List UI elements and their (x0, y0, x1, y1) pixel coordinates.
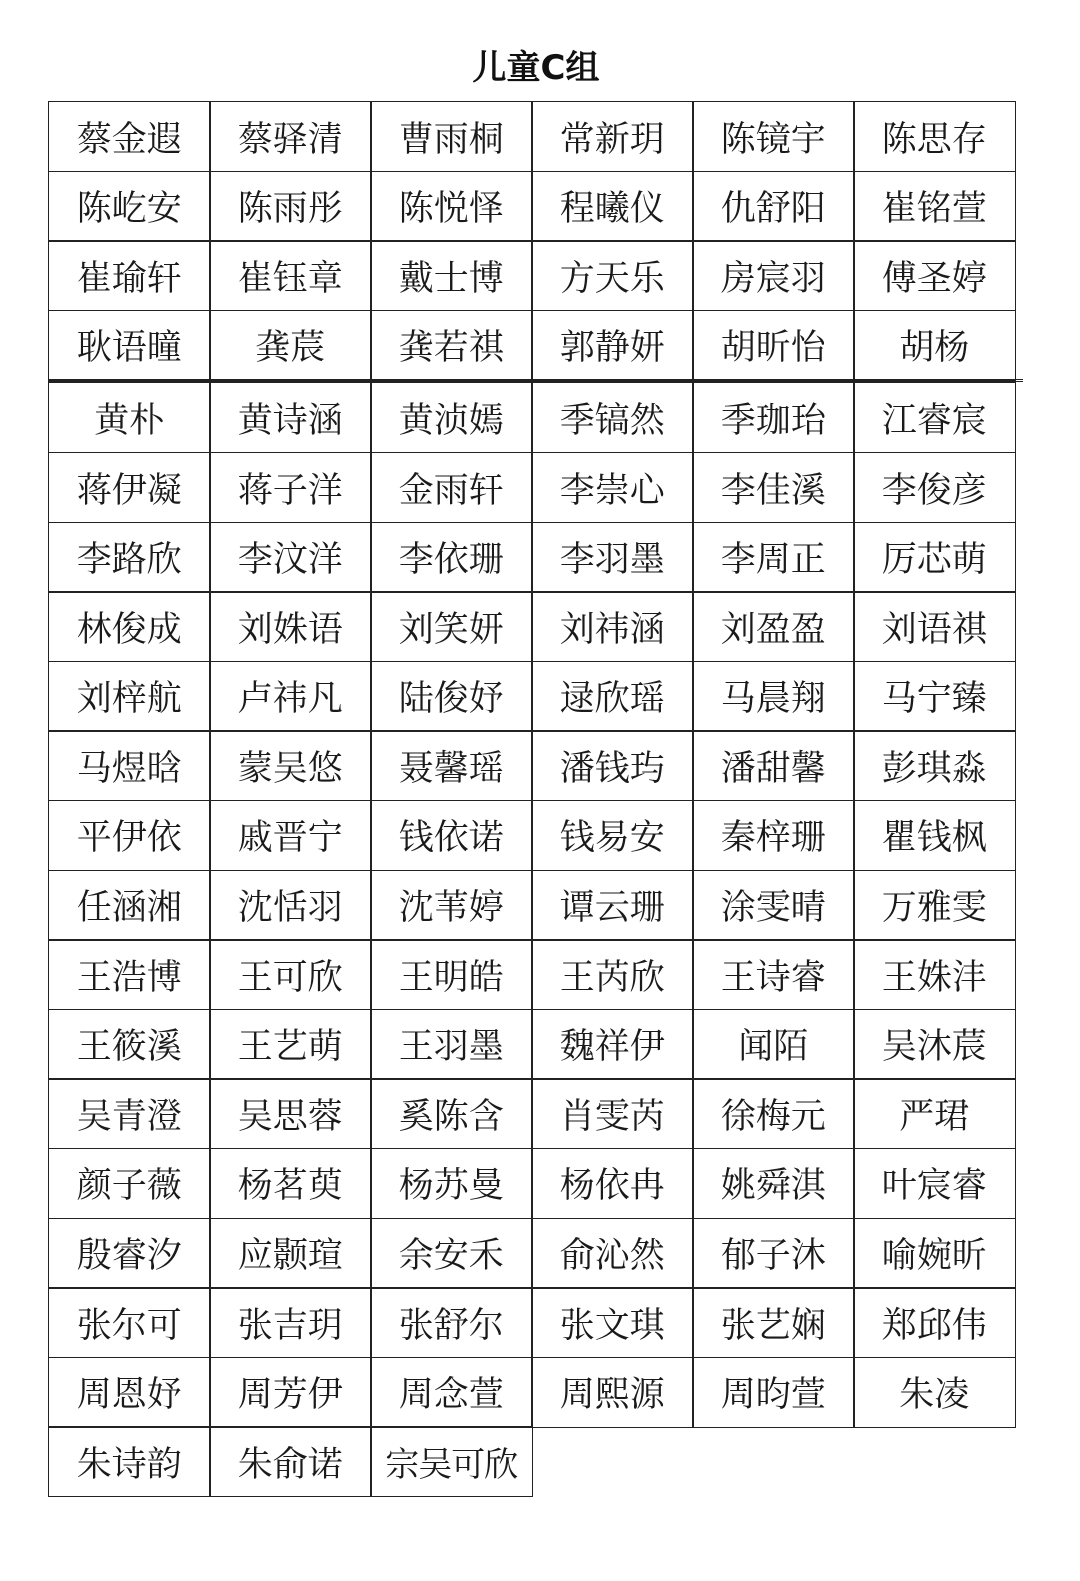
table-row (48, 939, 1023, 1009)
table-row (48, 730, 1023, 800)
name-cell: 蒋伊凝 (48, 452, 211, 523)
name-cell: 江睿宸 (853, 382, 1016, 453)
name-cell: 金雨轩 (370, 452, 533, 523)
table-row (48, 1426, 1023, 1496)
table-row (48, 1078, 1023, 1148)
table-row (48, 522, 1023, 592)
name-cell: 杨茗萸 (209, 1148, 372, 1219)
name-cell: 刘笑妍 (370, 591, 533, 662)
name-cell: 龚若祺 (370, 310, 533, 381)
name-cell: 周熙源 (531, 1357, 694, 1428)
name-cell: 彭琪淼 (853, 730, 1016, 801)
name-cell: 崔钰章 (209, 240, 372, 311)
name-cell: 厉芯萌 (853, 522, 1016, 593)
name-cell: 张文琪 (531, 1287, 694, 1358)
table-row (48, 310, 1023, 380)
name-cell: 颜子薇 (48, 1148, 211, 1219)
table-row (48, 800, 1023, 870)
name-cell: 李俊彦 (853, 452, 1016, 523)
name-cell: 朱凌 (853, 1357, 1016, 1428)
name-cell: 吴沐莀 (853, 1009, 1016, 1080)
name-cell: 潘甜馨 (692, 730, 855, 801)
name-cell: 朱诗韵 (48, 1426, 211, 1497)
name-cell: 周芳伊 (209, 1357, 372, 1428)
name-cell: 闻陌 (692, 1009, 855, 1080)
name-cell: 刘梓航 (48, 661, 211, 732)
table-row (48, 1148, 1023, 1218)
name-cell: 魏祥伊 (531, 1009, 694, 1080)
name-cell: 季珈珆 (692, 382, 855, 453)
name-cell: 瞿钱枫 (853, 800, 1016, 871)
name-cell: 钱依诺 (370, 800, 533, 871)
table-row (48, 171, 1023, 241)
name-cell: 殷睿汐 (48, 1218, 211, 1289)
name-cell: 应颢瑄 (209, 1218, 372, 1289)
name-cell: 余安禾 (370, 1218, 533, 1289)
name-cell: 常新玥 (531, 101, 694, 172)
name-cell: 逯欣瑶 (531, 661, 694, 732)
name-cell: 王艺萌 (209, 1009, 372, 1080)
name-cell: 周昀萱 (692, 1357, 855, 1428)
name-cell: 戚晋宁 (209, 800, 372, 871)
name-cell: 马晨翔 (692, 661, 855, 732)
name-cell: 俞沁然 (531, 1218, 694, 1289)
table-row (48, 1009, 1023, 1079)
name-cell: 刘盈盈 (692, 591, 855, 662)
name-cell: 周念萱 (370, 1357, 533, 1428)
table-row (48, 1357, 1023, 1427)
name-cell: 胡杨 (853, 310, 1016, 381)
name-table (48, 101, 1023, 1496)
name-cell: 杨苏曼 (370, 1148, 533, 1219)
table-row (48, 240, 1023, 310)
name-cell: 涂雯晴 (692, 870, 855, 941)
name-cell: 李路欣 (48, 522, 211, 593)
name-cell: 平伊依 (48, 800, 211, 871)
name-cell: 姚舜淇 (692, 1148, 855, 1219)
name-cell: 喻婉昕 (853, 1218, 1016, 1289)
name-cell: 吴青澄 (48, 1078, 211, 1149)
table-row (48, 870, 1023, 940)
name-cell: 王筱溪 (48, 1009, 211, 1080)
name-cell: 万雅雯 (853, 870, 1016, 941)
name-cell: 程曦仪 (531, 171, 694, 242)
name-cell: 陈思存 (853, 101, 1016, 172)
name-cell: 任涵湘 (48, 870, 211, 941)
name-cell: 王羽墨 (370, 1009, 533, 1080)
name-cell: 沈恬羽 (209, 870, 372, 941)
table-row (48, 591, 1023, 661)
name-cell: 陆俊妤 (370, 661, 533, 732)
page-title: 儿童C组 (472, 48, 600, 88)
table-row (48, 661, 1023, 731)
table-row (48, 1218, 1023, 1288)
name-cell: 黄浈嫣 (370, 382, 533, 453)
name-cell: 王芮欣 (531, 939, 694, 1010)
name-cell: 张舒尔 (370, 1287, 533, 1358)
name-cell: 龚莀 (209, 310, 372, 381)
name-cell: 王诗睿 (692, 939, 855, 1010)
name-cell: 肖雯芮 (531, 1078, 694, 1149)
name-cell: 秦梓珊 (692, 800, 855, 871)
name-cell: 郭静妍 (531, 310, 694, 381)
name-cell: 叶宸睿 (853, 1148, 1016, 1219)
name-cell: 杨依冉 (531, 1148, 694, 1219)
name-cell: 郁子沐 (692, 1218, 855, 1289)
name-cell: 蔡金遐 (48, 101, 211, 172)
name-cell: 黄朴 (48, 382, 211, 453)
name-cell: 曹雨桐 (370, 101, 533, 172)
name-cell: 黄诗涵 (209, 382, 372, 453)
name-cell: 刘姝语 (209, 591, 372, 662)
name-cell: 聂馨瑶 (370, 730, 533, 801)
name-cell: 蒋子洋 (209, 452, 372, 523)
name-cell: 刘语祺 (853, 591, 1016, 662)
name-cell: 李崇心 (531, 452, 694, 523)
name-cell: 陈屹安 (48, 171, 211, 242)
name-cell: 李周正 (692, 522, 855, 593)
name-cell: 王姝沣 (853, 939, 1016, 1010)
table-row (48, 101, 1023, 171)
table-row (48, 452, 1023, 522)
name-cell: 张艺娴 (692, 1287, 855, 1358)
name-cell: 李依珊 (370, 522, 533, 593)
name-cell: 刘祎涵 (531, 591, 694, 662)
name-cell: 傅圣婷 (853, 240, 1016, 311)
name-cell: 胡昕怡 (692, 310, 855, 381)
name-cell: 谭云珊 (531, 870, 694, 941)
name-cell: 朱俞诺 (209, 1426, 372, 1497)
name-cell: 李汶洋 (209, 522, 372, 593)
name-cell: 卢祎凡 (209, 661, 372, 732)
name-cell: 张吉玥 (209, 1287, 372, 1358)
name-cell: 徐梅元 (692, 1078, 855, 1149)
name-cell: 王浩博 (48, 939, 211, 1010)
name-cell: 季镐然 (531, 382, 694, 453)
name-cell: 宗吴可欣 (370, 1426, 533, 1497)
name-cell: 郑邱伟 (853, 1287, 1016, 1358)
name-cell: 李羽墨 (531, 522, 694, 593)
name-cell: 陈镜宇 (692, 101, 855, 172)
name-cell: 戴士博 (370, 240, 533, 311)
name-cell: 周恩妤 (48, 1357, 211, 1428)
name-cell: 房宸羽 (692, 240, 855, 311)
name-cell: 仇舒阳 (692, 171, 855, 242)
name-cell: 崔铭萱 (853, 171, 1016, 242)
name-cell: 钱易安 (531, 800, 694, 871)
name-cell: 王明皓 (370, 939, 533, 1010)
name-cell: 张尔可 (48, 1287, 211, 1358)
name-cell: 潘钱玙 (531, 730, 694, 801)
name-cell: 王可欣 (209, 939, 372, 1010)
name-cell: 马宁臻 (853, 661, 1016, 732)
name-cell: 蔡驿清 (209, 101, 372, 172)
name-cell: 沈苇婷 (370, 870, 533, 941)
name-cell: 马煜晗 (48, 730, 211, 801)
name-cell: 林俊成 (48, 591, 211, 662)
name-cell: 严珺 (853, 1078, 1016, 1149)
name-cell: 奚陈含 (370, 1078, 533, 1149)
table-row (48, 1287, 1023, 1357)
name-cell: 崔瑜轩 (48, 240, 211, 311)
name-cell: 方天乐 (531, 240, 694, 311)
name-cell: 蒙吴悠 (209, 730, 372, 801)
name-cell: 李佳溪 (692, 452, 855, 523)
name-cell: 吴思蓉 (209, 1078, 372, 1149)
name-cell: 耿语曈 (48, 310, 211, 381)
name-cell: 陈雨彤 (209, 171, 372, 242)
table-row (48, 379, 1023, 452)
name-cell: 陈悦怿 (370, 171, 533, 242)
